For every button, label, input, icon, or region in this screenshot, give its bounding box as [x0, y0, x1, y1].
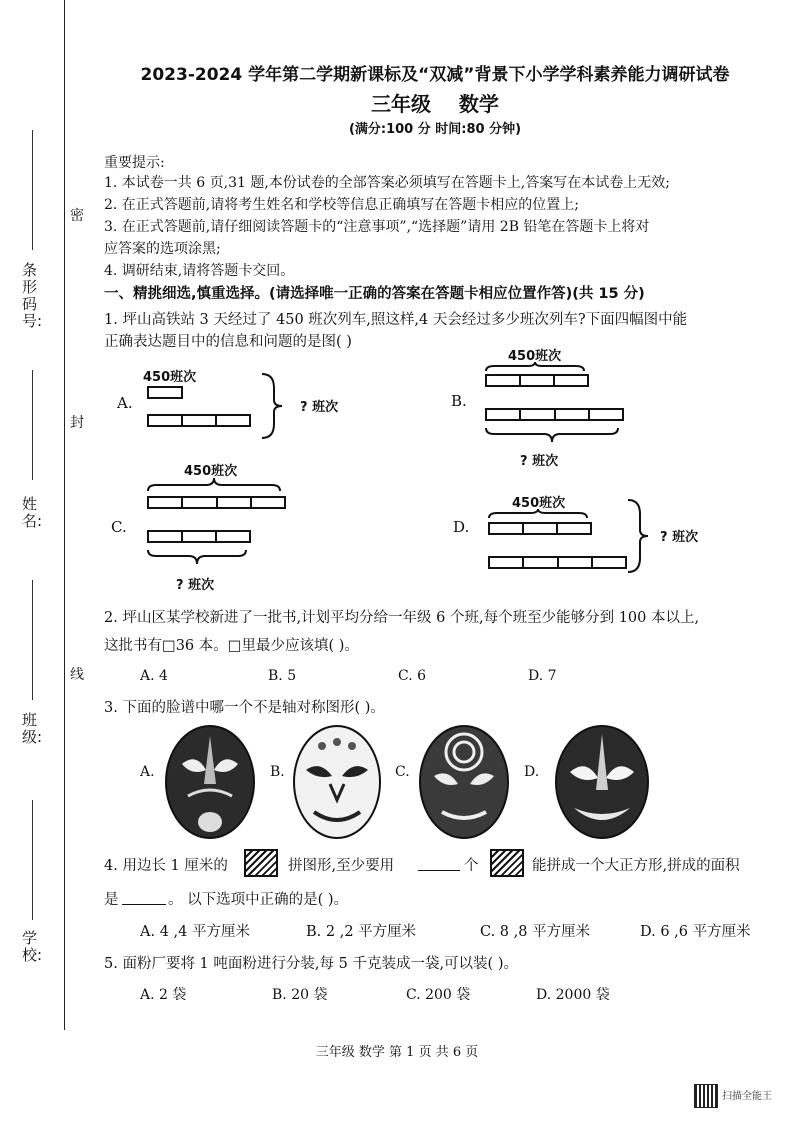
diagram-d-brace	[626, 498, 650, 574]
seal-char: 线	[70, 667, 84, 683]
q1-option-c-label[interactable]: C.	[111, 518, 127, 536]
section-heading: 一、精挑细选,慎重选择。(请选择唯一正确的答案在答题卡相应位置作答)(共 15 分)	[104, 286, 645, 302]
q2-option-d[interactable]: D. 7	[528, 668, 557, 684]
q3-option-d-label[interactable]: D.	[524, 764, 540, 780]
q2-text: 2. 坪山区某学校新进了一批书,计划平均分给一年级 6 个班,每个班至少能够分到 100 本以上,	[104, 610, 700, 626]
diagram-b-bottom-brace	[484, 426, 622, 446]
q1-option-d-label[interactable]: D.	[453, 518, 470, 536]
q3-option-c-label[interactable]: C.	[395, 764, 410, 780]
diagram-a-brace	[260, 372, 284, 440]
q4-text-part3: 个	[464, 858, 479, 874]
q3-option-a-label[interactable]: A.	[140, 764, 155, 780]
diagram-b-question: ? 班次	[520, 454, 559, 469]
diagram-b-bar-short	[485, 374, 589, 387]
diagram-a-bar-short	[147, 386, 183, 399]
q2-option-a[interactable]: A. 4	[140, 668, 168, 684]
q4-text-part1: 4. 用边长 1 厘米的	[104, 858, 228, 874]
name-rule	[32, 370, 33, 480]
q4-option-d[interactable]: D. 6 ,6 平方厘米	[640, 924, 751, 940]
diagram-d-question: ? 班次	[660, 530, 699, 545]
class-label: 班级:	[22, 711, 43, 746]
opera-mask-b-image	[290, 724, 384, 844]
q5-option-b[interactable]: B. 20 袋	[272, 987, 328, 1003]
hatched-square-icon	[244, 849, 278, 877]
seal-char: 封	[70, 415, 84, 431]
hatched-square-icon	[490, 849, 524, 877]
diagram-c-top-label: 450班次	[184, 464, 238, 479]
diagram-d-bar-long	[488, 556, 627, 569]
q5-option-d[interactable]: D. 2000 袋	[536, 987, 610, 1003]
diagram-c-bar-long	[147, 496, 286, 509]
exam-meta: (满分:100 分 时间:80 分钟)	[348, 122, 522, 137]
school-label: 学校:	[22, 929, 43, 964]
notice-line: 1. 本试卷一共 6 页,31 题,本份试卷的全部答案必须填写在答题卡上,答案写在本试卷上无效;	[104, 175, 670, 191]
exam-title: 2023-2024 学年第二学期新课标及“双减”背景下小学学科素养能力调研试卷	[140, 65, 730, 85]
diagram-c-top-brace	[146, 477, 284, 493]
q5-text: 5. 面粉厂要将 1 吨面粉进行分装,每 5 千克装成一袋,可以装( )。	[104, 956, 518, 972]
diagram-a-top-label: 450班次	[143, 370, 197, 385]
q4-text-part4: 能拼成一个大正方形,拼成的面积	[532, 858, 740, 874]
q3-text: 3. 下面的脸谱中哪一个不是轴对称图形( )。	[104, 700, 385, 716]
opera-mask-c-image	[416, 724, 512, 844]
q4-blank-count[interactable]	[418, 870, 460, 871]
diagram-a-question: ? 班次	[300, 400, 339, 415]
q5-option-a[interactable]: A. 2 袋	[140, 987, 187, 1003]
notice-line: 应答案的选项涂黑;	[104, 241, 221, 257]
q2-text: 这批书有□36 本。□里最少应该填( )。	[104, 638, 359, 654]
diagram-c-bottom-brace	[146, 548, 250, 568]
binding-line	[64, 0, 65, 1030]
opera-mask-a-image	[162, 724, 258, 844]
q4-option-c[interactable]: C. 8 ,8 平方厘米	[480, 924, 591, 940]
diagram-d-top-label: 450班次	[512, 496, 566, 511]
q1-text: 1. 坪山高铁站 3 天经过了 450 班次列车,照这样,4 天会经过多少班次列车?下面四幅图中能	[104, 312, 688, 328]
school-rule	[32, 800, 33, 920]
scanner-watermark: 扫描全能王	[722, 1091, 772, 1102]
q5-option-c[interactable]: C. 200 袋	[406, 987, 471, 1003]
diagram-d-top-brace	[487, 508, 591, 520]
q4-text-line2b: 。 以下选项中正确的是( )。	[168, 892, 349, 908]
q2-option-c[interactable]: C. 6	[398, 668, 427, 684]
opera-mask-d-image	[552, 724, 652, 844]
barcode-rule	[32, 130, 33, 250]
diagram-a-bar-long	[147, 414, 251, 427]
diagram-d-bar-short	[488, 522, 592, 535]
q2-option-b[interactable]: B. 5	[268, 668, 297, 684]
qr-code-icon	[694, 1084, 718, 1108]
diagram-b-top-label: 450班次	[508, 349, 562, 364]
notice-line: 2. 在正式答题前,请将考生姓名和学校等信息正确填写在答题卡相应的位置上;	[104, 197, 579, 213]
q4-blank-area[interactable]	[122, 904, 166, 905]
diagram-b-top-brace	[484, 361, 586, 373]
q1-option-a-label[interactable]: A.	[117, 394, 133, 412]
diagram-b-bar-long	[485, 408, 624, 421]
q4-option-a[interactable]: A. 4 ,4 平方厘米	[140, 924, 250, 940]
q3-option-b-label[interactable]: B.	[270, 764, 285, 780]
q4-option-b[interactable]: B. 2 ,2 平方厘米	[306, 924, 417, 940]
q1-text: 正确表达题目中的信息和问题的是图( )	[104, 334, 352, 350]
notice-line: 4. 调研结束,请将答题卡交回。	[104, 263, 295, 279]
notice-heading: 重要提示:	[104, 155, 165, 171]
seal-char: 密	[70, 208, 84, 224]
exam-subtitle: 三年级 数学	[371, 92, 499, 116]
q4-text-part2: 拼图形,至少要用	[288, 858, 395, 874]
name-label: 姓名:	[22, 495, 43, 530]
diagram-c-question: ? 班次	[176, 578, 215, 593]
page-footer: 三年级 数学 第 1 页 共 6 页	[315, 1045, 479, 1060]
barcode-label: 条形码号:	[22, 261, 43, 330]
q4-text-line2a: 是	[104, 892, 119, 908]
notice-line: 3. 在正式答题前,请仔细阅读答题卡的“注意事项”,“选择题”请用 2B 铅笔在答题卡上将对	[104, 219, 650, 235]
class-rule	[32, 580, 33, 700]
diagram-c-bar-short	[147, 530, 251, 543]
q1-option-b-label[interactable]: B.	[451, 392, 467, 410]
